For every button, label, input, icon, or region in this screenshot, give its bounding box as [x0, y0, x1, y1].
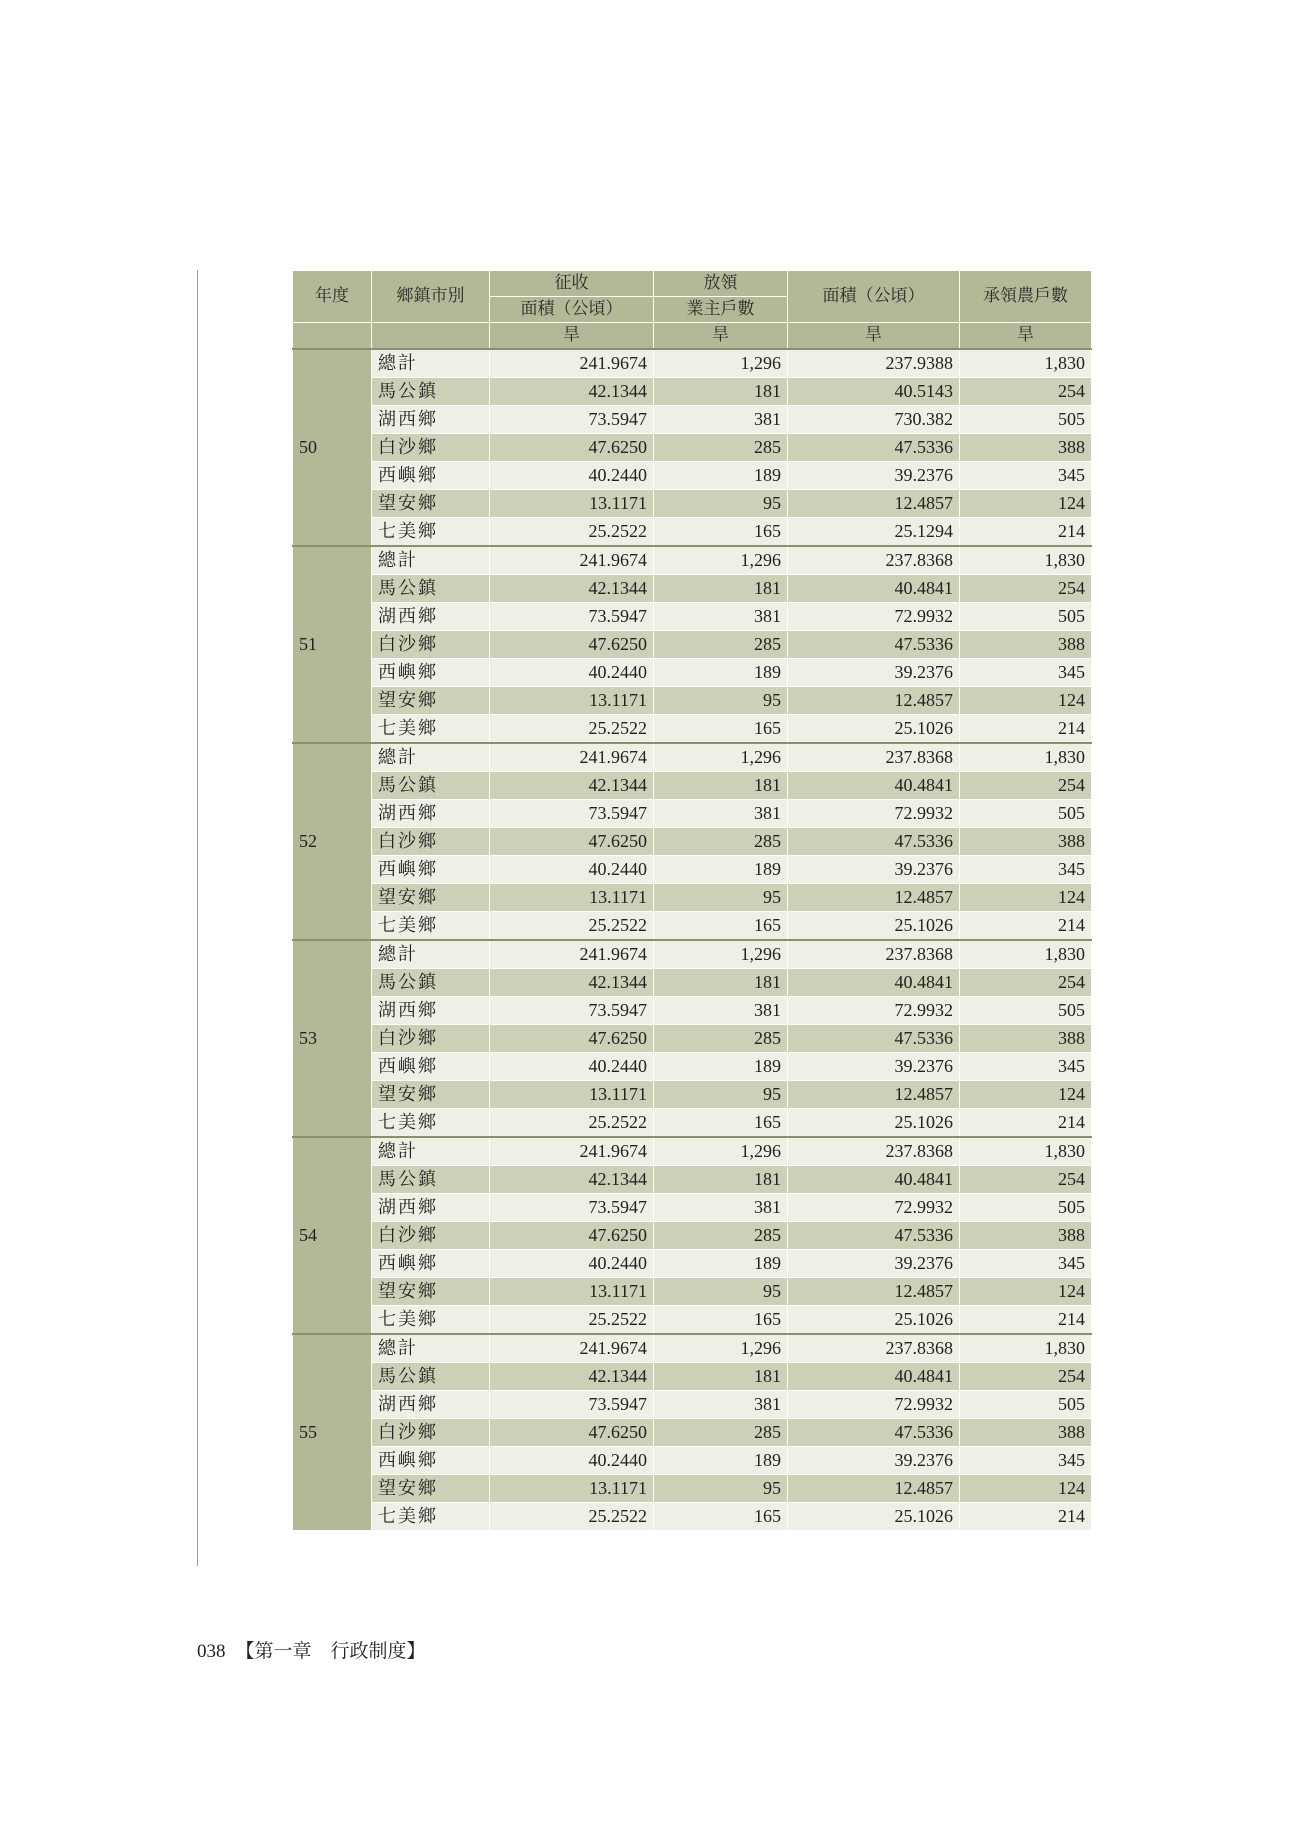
table-row — [293, 462, 1092, 490]
requisition-area-cell: 40.2440 — [490, 1250, 654, 1278]
release-area-cell: 25.1026 — [788, 715, 960, 744]
owner-households-cell: 189 — [654, 1250, 788, 1278]
table-row — [293, 631, 1092, 659]
owner-households-cell: 165 — [654, 518, 788, 547]
town-cell: 望安鄉 — [372, 687, 490, 715]
owner-households-cell: 95 — [654, 687, 788, 715]
requisition-area-cell: 40.2440 — [490, 659, 654, 687]
table-row — [293, 1306, 1092, 1335]
owner-households-cell: 165 — [654, 715, 788, 744]
owner-households-cell: 189 — [654, 462, 788, 490]
table-row — [293, 1391, 1092, 1419]
release-area-cell: 40.4841 — [788, 1363, 960, 1391]
farmer-households-cell: 1,830 — [960, 940, 1092, 969]
requisition-area-cell: 47.6250 — [490, 1419, 654, 1447]
header-release-area: 面積（公頃） — [788, 271, 960, 323]
owner-households-cell: 1,296 — [654, 349, 788, 378]
owner-households-cell: 381 — [654, 1194, 788, 1222]
owner-households-cell: 285 — [654, 1222, 788, 1250]
farmer-households-cell: 124 — [960, 1278, 1092, 1306]
table-row — [293, 1363, 1092, 1391]
town-cell: 白沙鄉 — [372, 1419, 490, 1447]
requisition-area-cell: 13.1171 — [490, 1475, 654, 1503]
requisition-area-cell: 47.6250 — [490, 434, 654, 462]
table-header — [293, 271, 1092, 350]
requisition-area-cell: 241.9674 — [490, 1137, 654, 1166]
requisition-area-cell: 47.6250 — [490, 1222, 654, 1250]
table-row — [293, 997, 1092, 1025]
table-row — [293, 406, 1092, 434]
farmer-households-cell: 1,830 — [960, 1137, 1092, 1166]
owner-households-cell: 1,296 — [654, 1334, 788, 1363]
town-cell: 望安鄉 — [372, 490, 490, 518]
chapter-title: 【第一章 行政制度】 — [235, 1641, 426, 1662]
header-release: 放領 — [654, 271, 788, 297]
owner-households-cell: 95 — [654, 1081, 788, 1109]
page-number: 038 — [197, 1641, 226, 1662]
town-cell: 馬公鎮 — [372, 969, 490, 997]
requisition-area-cell: 241.9674 — [490, 1334, 654, 1363]
table-row — [293, 1278, 1092, 1306]
town-cell: 馬公鎮 — [372, 378, 490, 406]
town-cell: 白沙鄉 — [372, 1025, 490, 1053]
farmer-households-cell: 345 — [960, 856, 1092, 884]
town-cell: 白沙鄉 — [372, 631, 490, 659]
farmer-households-cell: 345 — [960, 659, 1092, 687]
farmer-households-cell: 505 — [960, 603, 1092, 631]
farmer-households-cell: 388 — [960, 828, 1092, 856]
table-row — [293, 884, 1092, 912]
town-cell: 西嶼鄉 — [372, 1447, 490, 1475]
requisition-area-cell: 40.2440 — [490, 856, 654, 884]
release-area-cell: 237.8368 — [788, 546, 960, 575]
farmer-households-cell: 505 — [960, 800, 1092, 828]
table-row — [293, 743, 1092, 772]
owner-households-cell: 181 — [654, 969, 788, 997]
farmer-households-cell: 254 — [960, 1166, 1092, 1194]
farmer-households-cell: 345 — [960, 1447, 1092, 1475]
table-row — [293, 1053, 1092, 1081]
owner-households-cell: 1,296 — [654, 940, 788, 969]
owner-households-cell: 181 — [654, 772, 788, 800]
release-area-cell: 39.2376 — [788, 1250, 960, 1278]
owner-households-cell: 285 — [654, 828, 788, 856]
release-area-cell: 237.8368 — [788, 1334, 960, 1363]
release-area-cell: 47.5336 — [788, 1419, 960, 1447]
farmer-households-cell: 505 — [960, 1391, 1092, 1419]
town-cell: 馬公鎮 — [372, 575, 490, 603]
header-town: 鄉鎮市別 — [372, 271, 490, 323]
release-area-cell: 39.2376 — [788, 1053, 960, 1081]
town-cell: 總計 — [372, 1137, 490, 1166]
town-cell: 馬公鎮 — [372, 1166, 490, 1194]
requisition-area-cell: 25.2522 — [490, 912, 654, 941]
town-cell: 總計 — [372, 940, 490, 969]
farmer-households-cell: 388 — [960, 434, 1092, 462]
table-row — [293, 378, 1092, 406]
table-row — [293, 490, 1092, 518]
requisition-area-cell: 42.1344 — [490, 575, 654, 603]
owner-households-cell: 189 — [654, 659, 788, 687]
farmer-households-cell: 124 — [960, 687, 1092, 715]
requisition-area-cell: 241.9674 — [490, 546, 654, 575]
owner-households-cell: 189 — [654, 1053, 788, 1081]
town-cell: 七美鄉 — [372, 912, 490, 941]
year-cell: 52 — [293, 743, 372, 940]
town-cell: 總計 — [372, 1334, 490, 1363]
town-cell: 七美鄉 — [372, 1503, 490, 1531]
town-cell: 望安鄉 — [372, 884, 490, 912]
requisition-area-cell: 241.9674 — [490, 743, 654, 772]
farmer-households-cell: 1,830 — [960, 743, 1092, 772]
year-cell: 53 — [293, 940, 372, 1137]
release-area-cell: 40.4841 — [788, 969, 960, 997]
town-cell: 望安鄉 — [372, 1475, 490, 1503]
farmer-households-cell: 214 — [960, 518, 1092, 547]
requisition-area-cell: 73.5947 — [490, 800, 654, 828]
table-row — [293, 772, 1092, 800]
release-area-cell: 39.2376 — [788, 462, 960, 490]
farmer-households-cell: 254 — [960, 378, 1092, 406]
release-area-cell: 25.1294 — [788, 518, 960, 547]
requisition-area-cell: 47.6250 — [490, 828, 654, 856]
requisition-area-cell: 40.2440 — [490, 462, 654, 490]
table-row — [293, 800, 1092, 828]
requisition-area-cell: 73.5947 — [490, 997, 654, 1025]
owner-households-cell: 95 — [654, 884, 788, 912]
town-cell: 白沙鄉 — [372, 434, 490, 462]
release-area-cell: 12.4857 — [788, 884, 960, 912]
table-row — [293, 687, 1092, 715]
release-area-cell: 12.4857 — [788, 1278, 960, 1306]
header-dry-land: 旱 — [960, 323, 1092, 350]
farmer-households-cell: 388 — [960, 631, 1092, 659]
farmer-households-cell: 1,830 — [960, 1334, 1092, 1363]
table-row — [293, 1334, 1092, 1363]
town-cell: 湖西鄉 — [372, 1194, 490, 1222]
requisition-area-cell: 73.5947 — [490, 603, 654, 631]
farmer-households-cell: 345 — [960, 1053, 1092, 1081]
release-area-cell: 47.5336 — [788, 434, 960, 462]
table-row — [293, 1166, 1092, 1194]
table-row — [293, 1025, 1092, 1053]
release-area-cell: 40.4841 — [788, 1166, 960, 1194]
farmer-households-cell: 254 — [960, 1363, 1092, 1391]
owner-households-cell: 181 — [654, 1363, 788, 1391]
owner-households-cell: 381 — [654, 1391, 788, 1419]
town-cell: 望安鄉 — [372, 1081, 490, 1109]
owner-households-cell: 285 — [654, 1025, 788, 1053]
town-cell: 西嶼鄉 — [372, 1250, 490, 1278]
release-area-cell: 25.1026 — [788, 1306, 960, 1335]
owner-households-cell: 381 — [654, 800, 788, 828]
header-requisition-area: 面積（公頃） — [490, 297, 654, 323]
farmer-households-cell: 254 — [960, 575, 1092, 603]
farmer-households-cell: 388 — [960, 1419, 1092, 1447]
farmer-households-cell: 505 — [960, 997, 1092, 1025]
farmer-households-cell: 214 — [960, 912, 1092, 941]
farmer-households-cell: 214 — [960, 1306, 1092, 1335]
table-row — [293, 1419, 1092, 1447]
page-footer — [197, 1636, 426, 1663]
table-row — [293, 940, 1092, 969]
table-row — [293, 912, 1092, 941]
requisition-area-cell: 13.1171 — [490, 490, 654, 518]
table-body — [293, 349, 1092, 1531]
town-cell: 七美鄉 — [372, 1109, 490, 1138]
owner-households-cell: 181 — [654, 378, 788, 406]
table-row — [293, 1475, 1092, 1503]
release-area-cell: 12.4857 — [788, 687, 960, 715]
town-cell: 湖西鄉 — [372, 1391, 490, 1419]
table-row — [293, 1447, 1092, 1475]
table-row — [293, 1222, 1092, 1250]
farmer-households-cell: 214 — [960, 715, 1092, 744]
year-cell: 50 — [293, 349, 372, 546]
town-cell: 西嶼鄉 — [372, 856, 490, 884]
owner-households-cell: 181 — [654, 575, 788, 603]
town-cell: 西嶼鄉 — [372, 1053, 490, 1081]
release-area-cell: 12.4857 — [788, 1081, 960, 1109]
release-area-cell: 25.1026 — [788, 1503, 960, 1531]
owner-households-cell: 381 — [654, 603, 788, 631]
release-area-cell: 39.2376 — [788, 856, 960, 884]
margin-rule — [197, 270, 198, 1566]
town-cell: 馬公鎮 — [372, 1363, 490, 1391]
farmer-households-cell: 124 — [960, 490, 1092, 518]
header-requisition: 征收 — [490, 271, 654, 297]
table-row — [293, 1503, 1092, 1531]
requisition-area-cell: 73.5947 — [490, 1391, 654, 1419]
release-area-cell: 40.5143 — [788, 378, 960, 406]
header-blank — [372, 323, 490, 350]
requisition-area-cell: 42.1344 — [490, 969, 654, 997]
release-area-cell: 72.9932 — [788, 1194, 960, 1222]
table-row — [293, 969, 1092, 997]
owner-households-cell: 381 — [654, 997, 788, 1025]
requisition-area-cell: 40.2440 — [490, 1447, 654, 1475]
owner-households-cell: 165 — [654, 1503, 788, 1531]
requisition-area-cell: 241.9674 — [490, 349, 654, 378]
farmer-households-cell: 388 — [960, 1222, 1092, 1250]
farmer-households-cell: 1,830 — [960, 546, 1092, 575]
owner-households-cell: 95 — [654, 1278, 788, 1306]
release-area-cell: 237.8368 — [788, 1137, 960, 1166]
town-cell: 馬公鎮 — [372, 772, 490, 800]
requisition-area-cell: 25.2522 — [490, 1503, 654, 1531]
town-cell: 七美鄉 — [372, 1306, 490, 1335]
owner-households-cell: 189 — [654, 1447, 788, 1475]
release-area-cell: 25.1026 — [788, 912, 960, 941]
header-farmer-households: 承領農戶數 — [960, 271, 1092, 323]
town-cell: 白沙鄉 — [372, 1222, 490, 1250]
farmer-households-cell: 1,830 — [960, 349, 1092, 378]
town-cell: 湖西鄉 — [372, 406, 490, 434]
release-area-cell: 47.5336 — [788, 1025, 960, 1053]
header-owner-households: 業主戶數 — [654, 297, 788, 323]
requisition-area-cell: 13.1171 — [490, 687, 654, 715]
release-area-cell: 40.4841 — [788, 575, 960, 603]
farmer-households-cell: 345 — [960, 1250, 1092, 1278]
requisition-area-cell: 13.1171 — [490, 1081, 654, 1109]
requisition-area-cell: 13.1171 — [490, 884, 654, 912]
table-row — [293, 1194, 1092, 1222]
requisition-area-cell: 42.1344 — [490, 1166, 654, 1194]
owner-households-cell: 165 — [654, 1306, 788, 1335]
farmer-households-cell: 214 — [960, 1109, 1092, 1138]
release-area-cell: 12.4857 — [788, 1475, 960, 1503]
requisition-area-cell: 25.2522 — [490, 1306, 654, 1335]
header-dry-land: 旱 — [788, 323, 960, 350]
farmer-households-cell: 124 — [960, 1475, 1092, 1503]
owner-households-cell: 165 — [654, 912, 788, 941]
owner-households-cell: 1,296 — [654, 1137, 788, 1166]
header-dry-land: 旱 — [654, 323, 788, 350]
owner-households-cell: 95 — [654, 490, 788, 518]
release-area-cell: 40.4841 — [788, 772, 960, 800]
farmer-households-cell: 214 — [960, 1503, 1092, 1531]
header-dry-land: 旱 — [490, 323, 654, 350]
release-area-cell: 39.2376 — [788, 1447, 960, 1475]
requisition-area-cell: 40.2440 — [490, 1053, 654, 1081]
release-area-cell: 237.9388 — [788, 349, 960, 378]
release-area-cell: 47.5336 — [788, 828, 960, 856]
header-blank — [293, 323, 372, 350]
town-cell: 湖西鄉 — [372, 997, 490, 1025]
release-area-cell: 47.5336 — [788, 1222, 960, 1250]
year-cell: 54 — [293, 1137, 372, 1334]
farmer-households-cell: 345 — [960, 462, 1092, 490]
table-row — [293, 1081, 1092, 1109]
farmer-households-cell: 388 — [960, 1025, 1092, 1053]
requisition-area-cell: 25.2522 — [490, 518, 654, 547]
release-area-cell: 730.382 — [788, 406, 960, 434]
town-cell: 西嶼鄉 — [372, 659, 490, 687]
town-cell: 七美鄉 — [372, 518, 490, 547]
table-row — [293, 518, 1092, 547]
table-row — [293, 546, 1092, 575]
town-cell: 湖西鄉 — [372, 603, 490, 631]
owner-households-cell: 95 — [654, 1475, 788, 1503]
release-area-cell: 47.5336 — [788, 631, 960, 659]
farmer-households-cell: 505 — [960, 406, 1092, 434]
owner-households-cell: 285 — [654, 1419, 788, 1447]
table-row — [293, 1250, 1092, 1278]
release-area-cell: 72.9932 — [788, 997, 960, 1025]
requisition-area-cell: 47.6250 — [490, 631, 654, 659]
requisition-area-cell: 42.1344 — [490, 378, 654, 406]
release-area-cell: 72.9932 — [788, 800, 960, 828]
town-cell: 總計 — [372, 546, 490, 575]
owner-households-cell: 1,296 — [654, 546, 788, 575]
farmer-households-cell: 254 — [960, 969, 1092, 997]
table-row — [293, 856, 1092, 884]
table-row — [293, 434, 1092, 462]
requisition-area-cell: 13.1171 — [490, 1278, 654, 1306]
release-area-cell: 72.9932 — [788, 1391, 960, 1419]
requisition-area-cell: 241.9674 — [490, 940, 654, 969]
town-cell: 西嶼鄉 — [372, 462, 490, 490]
owner-households-cell: 181 — [654, 1166, 788, 1194]
release-area-cell: 25.1026 — [788, 1109, 960, 1138]
town-cell: 七美鄉 — [372, 715, 490, 744]
requisition-area-cell: 25.2522 — [490, 1109, 654, 1138]
land-reform-table — [292, 270, 1092, 1531]
table-row — [293, 1137, 1092, 1166]
release-area-cell: 12.4857 — [788, 490, 960, 518]
town-cell: 湖西鄉 — [372, 800, 490, 828]
table-row — [293, 659, 1092, 687]
release-area-cell: 39.2376 — [788, 659, 960, 687]
table-row — [293, 603, 1092, 631]
farmer-households-cell: 505 — [960, 1194, 1092, 1222]
table-row — [293, 349, 1092, 378]
requisition-area-cell: 73.5947 — [490, 1194, 654, 1222]
farmer-households-cell: 124 — [960, 1081, 1092, 1109]
table-row — [293, 575, 1092, 603]
header-year: 年度 — [293, 271, 372, 323]
owner-households-cell: 381 — [654, 406, 788, 434]
owner-households-cell: 1,296 — [654, 743, 788, 772]
requisition-area-cell: 47.6250 — [490, 1025, 654, 1053]
farmer-households-cell: 254 — [960, 772, 1092, 800]
farmer-households-cell: 124 — [960, 884, 1092, 912]
table-row — [293, 828, 1092, 856]
requisition-area-cell: 25.2522 — [490, 715, 654, 744]
release-area-cell: 237.8368 — [788, 743, 960, 772]
year-cell: 51 — [293, 546, 372, 743]
town-cell: 總計 — [372, 349, 490, 378]
town-cell: 白沙鄉 — [372, 828, 490, 856]
owner-households-cell: 285 — [654, 631, 788, 659]
owner-households-cell: 285 — [654, 434, 788, 462]
release-area-cell: 237.8368 — [788, 940, 960, 969]
town-cell: 總計 — [372, 743, 490, 772]
requisition-area-cell: 42.1344 — [490, 772, 654, 800]
requisition-area-cell: 42.1344 — [490, 1363, 654, 1391]
town-cell: 望安鄉 — [372, 1278, 490, 1306]
owner-households-cell: 165 — [654, 1109, 788, 1138]
requisition-area-cell: 73.5947 — [490, 406, 654, 434]
release-area-cell: 72.9932 — [788, 603, 960, 631]
table-row — [293, 715, 1092, 744]
year-cell: 55 — [293, 1334, 372, 1531]
table-row — [293, 1109, 1092, 1138]
owner-households-cell: 189 — [654, 856, 788, 884]
